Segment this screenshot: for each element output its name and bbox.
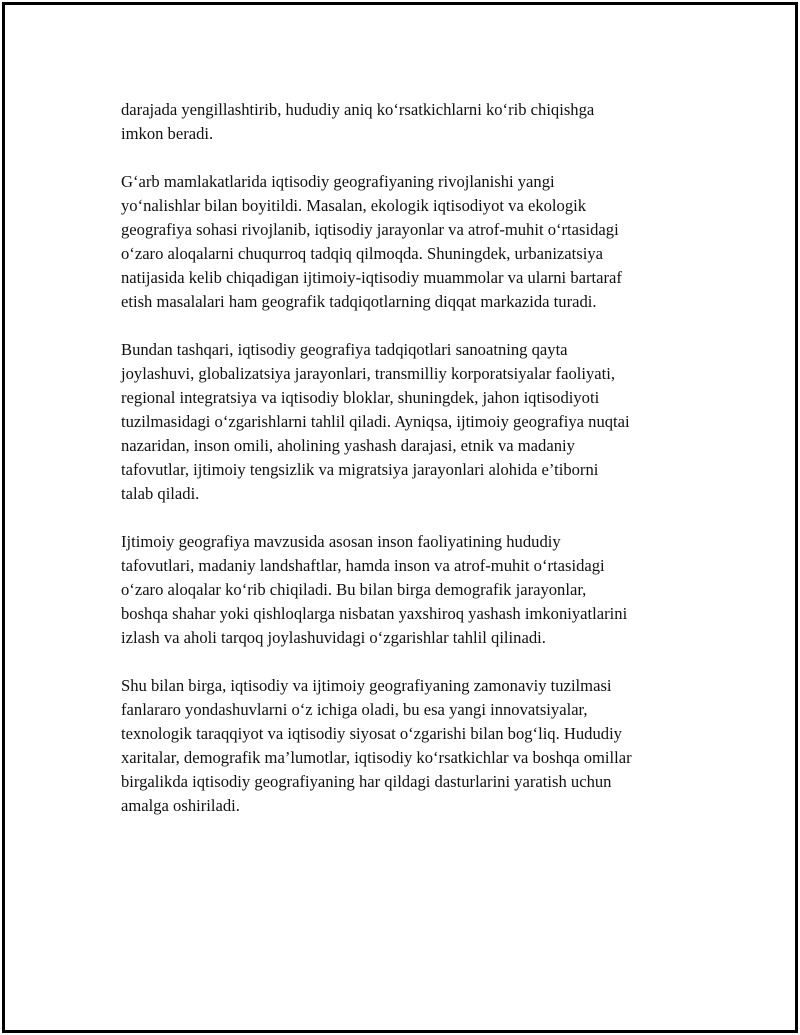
paragraph-1 xyxy=(121,98,721,146)
text-line: yo‘nalishlar bilan boyitildi. Masalan, ekologik iqtisodiyot va ekologik xyxy=(121,196,587,215)
document-body xyxy=(121,98,721,842)
text-line: o‘zaro aloqalar ko‘rib chiqiladi. Bu bilan birga demografik jarayonlar, xyxy=(121,580,587,599)
text-line: o‘zaro aloqalarni chuqurroq tadqiq qilmoqda. Shuningdek, urbanizatsiya xyxy=(121,244,604,263)
text-line: tuzilmasidagi o‘zgarishlarni tahlil qiladi. Ayniqsa, ijtimoiy geografiya nuqtai xyxy=(121,412,630,431)
text-line: joylashuvi, globalizatsiya jarayonlari, transmilliy korporatsiyalar faoliyati, xyxy=(121,364,615,383)
text-line: amalga oshiriladi. xyxy=(121,796,240,815)
paragraph-5 xyxy=(121,674,721,818)
text-line: Shu bilan birga, iqtisodiy va ijtimoiy geografiyaning zamonaviy tuzilmasi xyxy=(121,676,612,695)
text-line: imkon beradi. xyxy=(121,124,214,143)
text-line: geografiya sohasi rivojlanib, iqtisodiy jarayonlar va atrof-muhit o‘rtasidagi xyxy=(121,220,619,239)
text-line: tafovutlar, ijtimoiy tengsizlik va migratsiya jarayonlari alohida e’tiborni xyxy=(121,460,599,479)
text-line: etish masalalari ham geografik tadqiqotlarning diqqat markazida turadi. xyxy=(121,292,597,311)
text-line: darajada yengillashtirib, hududiy aniq ko‘rsatkichlarni ko‘rib chiqishga xyxy=(121,100,595,119)
text-line: fanlararo yondashuvlarni o‘z ichiga oladi, bu esa yangi innovatsiyalar, xyxy=(121,700,588,719)
text-line: Ijtimoiy geografiya mavzusida asosan inson faoliyatining hududiy xyxy=(121,532,561,551)
text-line: xaritalar, demografik ma’lumotlar, iqtisodiy ko‘rsatkichlar va boshqa omillar xyxy=(121,748,632,767)
text-line: texnologik taraqqiyot va iqtisodiy siyosat o‘zgarishi bilan bog‘liq. Hududiy xyxy=(121,724,622,743)
text-line: regional integratsiya va iqtisodiy bloklar, shuningdek, jahon iqtisodiyoti xyxy=(121,388,600,407)
paragraph-2 xyxy=(121,170,721,314)
text-line: nazaridan, inson omili, aholining yashash darajasi, etnik va madaniy xyxy=(121,436,575,455)
text-line: birgalikda iqtisodiy geografiyaning har qildagi dasturlarini yaratish uchun xyxy=(121,772,612,791)
page-border xyxy=(2,2,798,1033)
text-line: Bundan tashqari, iqtisodiy geografiya tadqiqotlari sanoatning qayta xyxy=(121,340,568,359)
paragraph-3 xyxy=(121,338,721,506)
text-line: natijasida kelib chiqadigan ijtimoiy-iqtisodiy muammolar va ularni bartaraf xyxy=(121,268,622,287)
paragraph-4 xyxy=(121,530,721,650)
text-line: talab qiladi. xyxy=(121,484,200,503)
text-line: izlash va aholi tarqoq joylashuvidagi o‘zgarishlar tahlil qilinadi. xyxy=(121,628,546,647)
text-line: G‘arb mamlakatlarida iqtisodiy geografiyaning rivojlanishi yangi xyxy=(121,172,555,191)
text-line: tafovutlari, madaniy landshaftlar, hamda inson va atrof-muhit o‘rtasidagi xyxy=(121,556,605,575)
text-line: boshqa shahar yoki qishloqlarga nisbatan yaxshiroq yashash imkoniyatlarini xyxy=(121,604,628,623)
